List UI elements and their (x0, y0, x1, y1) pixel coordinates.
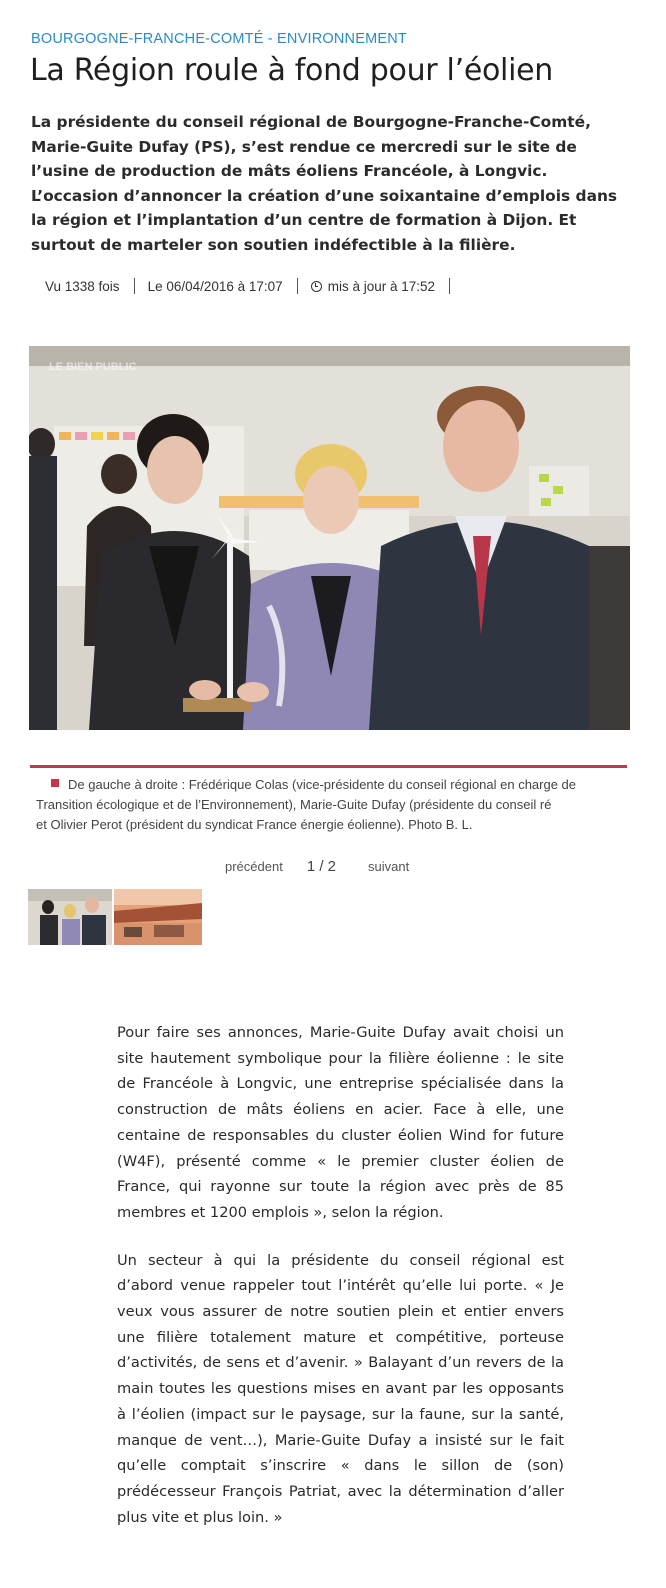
page-counter: 1 / 2 (306, 858, 337, 875)
thumbnail-2-image (114, 889, 202, 945)
meta-divider (134, 278, 135, 294)
photo-watermark: LE BIEN PUBLIC (49, 361, 137, 373)
update-time: mis à jour à 17:52 (327, 278, 436, 294)
publish-date: Le 06/04/2016 à 17:07 (147, 278, 283, 294)
photo-illustration (29, 346, 630, 730)
article-kicker[interactable]: BOURGOGNE-FRANCHE-COMTÉ - ENVIRONNEMENT (31, 31, 407, 47)
gallery-thumbnail-2[interactable] (114, 889, 202, 945)
body-paragraph-1: Pour faire ses annonces, Marie-Guite Dufay avait choisi un site hautement symbolique pour la filière éolienne : le site de Francéole à Longvic, une entreprise spécialisée dans la construction de mâts éoliens en acier. Face à elle, une centaine de responsables du cluster éolien Wind for future (W4F), présenté comme « le premier cluster éolien de France, qui rayonne sur toute la région avec près de 85 membres et 1200 emplois », selon la région. (117, 1024, 564, 1221)
meta-divider (449, 278, 450, 294)
main-photo[interactable] (29, 346, 630, 730)
previous-link[interactable]: précédent (225, 859, 283, 874)
article-body (117, 1020, 564, 1552)
meta-divider (297, 278, 298, 294)
caption-divider (30, 765, 627, 768)
article-lede: La présidente du conseil régional de Bourgogne-Franche-Comté, Marie-Guite Dufay (PS), s’est rendue ce mercredi sur le site de l’usine de production de mâts éoliens Francéole, à Longvic. L’occasion d’annoncer la création d’une soixantaine d’emplois dans la région et l’implantation d’un centre de formation à Dijon. Et surtout de marteler son soutien indéfectible à la filière. (31, 113, 618, 254)
gallery-pager (225, 858, 409, 875)
article-title: La Région roule à fond pour l’éolien (30, 53, 553, 88)
view-count: Vu 1338 fois (45, 278, 120, 294)
thumbnail-1-image (28, 889, 112, 945)
photo-caption: De gauche à droite : Frédérique Colas (vice-présidente du conseil régional en charge de Transition écologique et de l’Environnement), Marie-Guite Dufay (présidente du conseil ré et Olivier Perot (président du syndicat France énergie éolienne). Photo B. L. (36, 777, 577, 832)
next-link[interactable]: suivant (368, 859, 410, 874)
article-meta (45, 278, 463, 294)
clock-icon (311, 281, 322, 292)
gallery-thumbnail-1[interactable] (28, 889, 112, 945)
body-paragraph-2: Un secteur à qui la présidente du conseil régional est d’abord venue rappeler tout l’intérêt qu’elle lui porte. « Je veux vous assurer de notre soutien plein et entier envers une filière totalement mature et compétitive, porteuse d’activités, de sens et d’avenir. » Balayant d’un revers de la main toutes les questions mises en avant par les opposants à l’éolien (impact sur le paysage, sur la faune, sur la santé, manque de vent…), Marie-Guite Dufay a insisté sur le fait qu’elle comptait s’inscrire « dans le sillon de (son) prédécesseur François Patriat, avec la détermination d’aller plus vite et plus loin. » (117, 1251, 564, 1526)
